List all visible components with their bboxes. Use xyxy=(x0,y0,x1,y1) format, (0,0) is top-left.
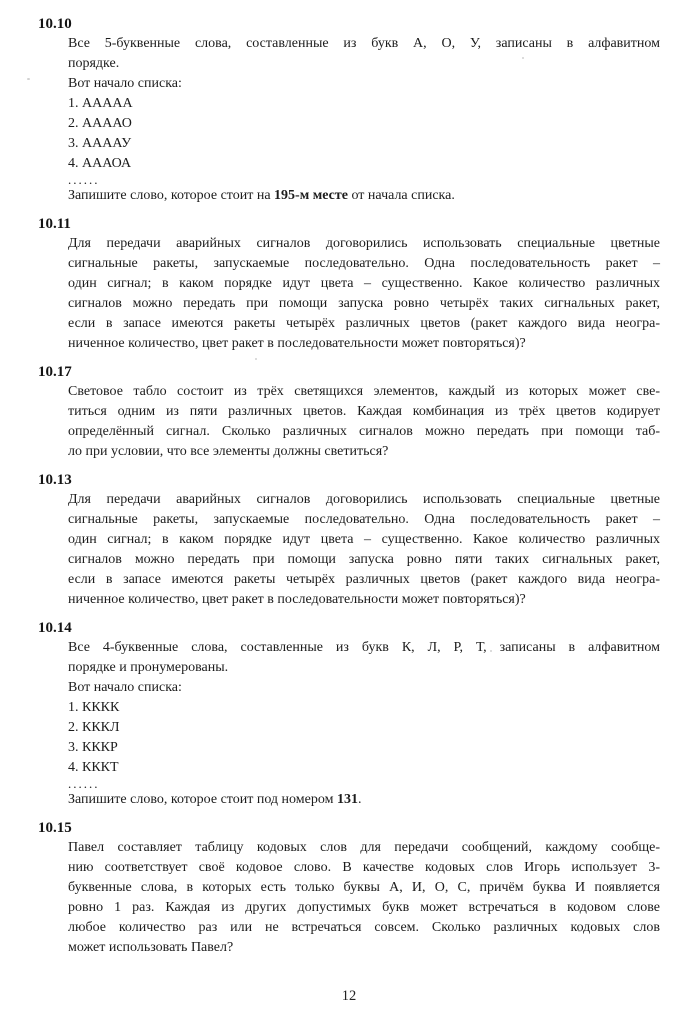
text: сигнальные ракеты, запускаемые последовательно. Одна последовательность ракет – xyxy=(68,512,660,527)
text-line xyxy=(68,590,660,610)
text: любое количество раз или не встречаться совсем. Сколько различных кодовых слов xyxy=(68,920,660,935)
text: титься одним из пяти различных цветов. Каждая комбинация из трёх цветов кодирует xyxy=(68,404,660,419)
text: 4. КККТ xyxy=(68,760,119,775)
problem xyxy=(38,818,660,958)
text-line xyxy=(68,186,660,206)
text-line xyxy=(68,34,660,54)
problem-body xyxy=(68,638,660,810)
problem xyxy=(38,618,660,810)
text-line xyxy=(68,54,660,74)
text: Для передачи аварийных сигналов договорились использовать специальные цветные xyxy=(68,492,660,507)
text: Световое табло состоит из трёх светящихся элементов, каждый из которых может све- xyxy=(68,384,660,399)
text-line xyxy=(68,254,660,274)
text-line xyxy=(68,114,660,134)
text-line xyxy=(68,234,660,254)
problem xyxy=(38,362,660,462)
text: ...... xyxy=(68,776,100,791)
text-line xyxy=(68,550,660,570)
text: . xyxy=(357,792,362,807)
text-line xyxy=(68,294,660,314)
text-line xyxy=(68,530,660,550)
text: сигнальные ракеты, запускаемые последовательно. Одна последовательность ракет – xyxy=(68,256,660,271)
text-line xyxy=(68,402,660,422)
text: буквенные слова, в которых есть только буквы А, И, О, С, причём буква И появляется xyxy=(68,880,660,895)
text-line xyxy=(68,658,660,678)
problem xyxy=(38,14,660,206)
text-line xyxy=(68,858,660,878)
text-line xyxy=(68,738,660,758)
problem-body xyxy=(68,382,660,462)
problem-body xyxy=(68,34,660,206)
text: Павел составляет таблицу кодовых слов для передачи сообщений, каждому сообще- xyxy=(68,840,660,855)
problem-body xyxy=(68,234,660,354)
page-number: 12 xyxy=(341,988,357,1004)
text: 3. КККР xyxy=(68,740,118,755)
text-line xyxy=(68,678,660,698)
scan-artifact xyxy=(578,930,581,932)
text: от начала списка. xyxy=(347,188,455,203)
text: 3. ААААУ xyxy=(68,136,132,151)
text: Все 5-буквенные слова, составленные из букв А, О, У, записаны в алфавитном xyxy=(68,36,660,51)
problem-number: 10.15 xyxy=(38,820,72,836)
text-line xyxy=(68,154,660,174)
problem-number: 10.14 xyxy=(38,620,72,636)
text: один сигнал; в каком порядке идут цвета – существенно. Какое количество различных xyxy=(68,276,660,291)
bold-text: 131 xyxy=(336,792,358,807)
text-line xyxy=(68,274,660,294)
scan-artifact xyxy=(522,57,524,59)
text: Вот начало списка: xyxy=(68,680,182,695)
text: если в запасе имеются ракеты четырёх различных цветов (ракет каждого вида неогра- xyxy=(68,316,660,331)
ellipsis-line xyxy=(68,778,660,790)
problem-body xyxy=(68,490,660,610)
text: ниченное количество, цвет ракет в последовательности может повторяться)? xyxy=(68,592,526,607)
text-line xyxy=(68,938,660,958)
problem-body xyxy=(68,838,660,958)
text-line xyxy=(68,698,660,718)
text-line xyxy=(68,918,660,938)
text: сигналов можно передать при помощи запуска ровно пяти таких сигнальных ракет, xyxy=(68,552,660,567)
text: может использовать Павел? xyxy=(68,940,234,955)
text: ...... xyxy=(68,172,100,187)
text-line xyxy=(68,490,660,510)
text: сигналов можно передать при помощи запуска ровно четырёх таких сигнальных ракет, xyxy=(68,296,660,311)
problem xyxy=(38,214,660,354)
problem-number: 10.10 xyxy=(38,16,72,32)
text-line xyxy=(68,570,660,590)
text: порядке и пронумерованы. xyxy=(68,660,229,675)
text-line xyxy=(68,334,660,354)
problem-number: 10.17 xyxy=(38,364,72,380)
text-line xyxy=(68,134,660,154)
bold-text: 195-м месте xyxy=(274,188,348,203)
text: Запишите слово, которое стоит на xyxy=(68,188,275,203)
text-line xyxy=(68,510,660,530)
text-line xyxy=(68,878,660,898)
text: ровно 1 раз. Каждая из других допустимых букв может встречаться в кодовом слове xyxy=(68,900,660,915)
text: один сигнал; в каком порядке идут цвета – существенно. Какое количество различных xyxy=(68,532,660,547)
text: Для передачи аварийных сигналов договорились использовать специальные цветные xyxy=(68,236,660,251)
scan-artifact xyxy=(490,650,492,652)
ellipsis-line xyxy=(68,174,660,186)
text: ниченное количество, цвет ракет в последовательности может повторяться)? xyxy=(68,336,526,351)
text: 1. КККК xyxy=(68,700,120,715)
text: ло при условии, что все элементы должны светиться? xyxy=(68,444,389,459)
text-line xyxy=(68,838,660,858)
text: порядке. xyxy=(68,56,120,71)
text-line xyxy=(68,442,660,462)
text-line xyxy=(68,74,660,94)
text: 2. ААААО xyxy=(68,116,132,131)
text: 1. ААААА xyxy=(68,96,133,111)
text: 4. АААОА xyxy=(68,156,132,171)
text-line xyxy=(68,94,660,114)
text-line xyxy=(68,382,660,402)
text-line xyxy=(68,718,660,738)
document-page xyxy=(38,14,660,958)
text: нию соответствует своё кодовое слово. В качестве кодовых слов Игорь использует 3- xyxy=(68,860,660,875)
text: если в запасе имеются ракеты четырёх различных цветов (ракет каждого вида неогра- xyxy=(68,572,660,587)
scan-artifact xyxy=(27,78,30,80)
text: 2. КККЛ xyxy=(68,720,120,735)
text-line xyxy=(68,422,660,442)
text-line xyxy=(68,638,660,658)
text: Вот начало списка: xyxy=(68,76,182,91)
text-line xyxy=(68,898,660,918)
problem-number: 10.11 xyxy=(38,216,71,232)
problem xyxy=(38,470,660,610)
text-line xyxy=(68,314,660,334)
text: Запишите слово, которое стоит под номером xyxy=(68,792,337,807)
text-line xyxy=(68,758,660,778)
text-line xyxy=(68,790,660,810)
problems xyxy=(38,14,660,958)
text: Все 4-буквенные слова, составленные из букв К, Л, Р, Т, записаны в алфавитном xyxy=(68,640,660,655)
problem-number: 10.13 xyxy=(38,472,72,488)
text: определённый сигнал. Сколько различных сигналов можно передать при помощи таб- xyxy=(68,424,660,439)
scan-artifact xyxy=(255,358,257,360)
